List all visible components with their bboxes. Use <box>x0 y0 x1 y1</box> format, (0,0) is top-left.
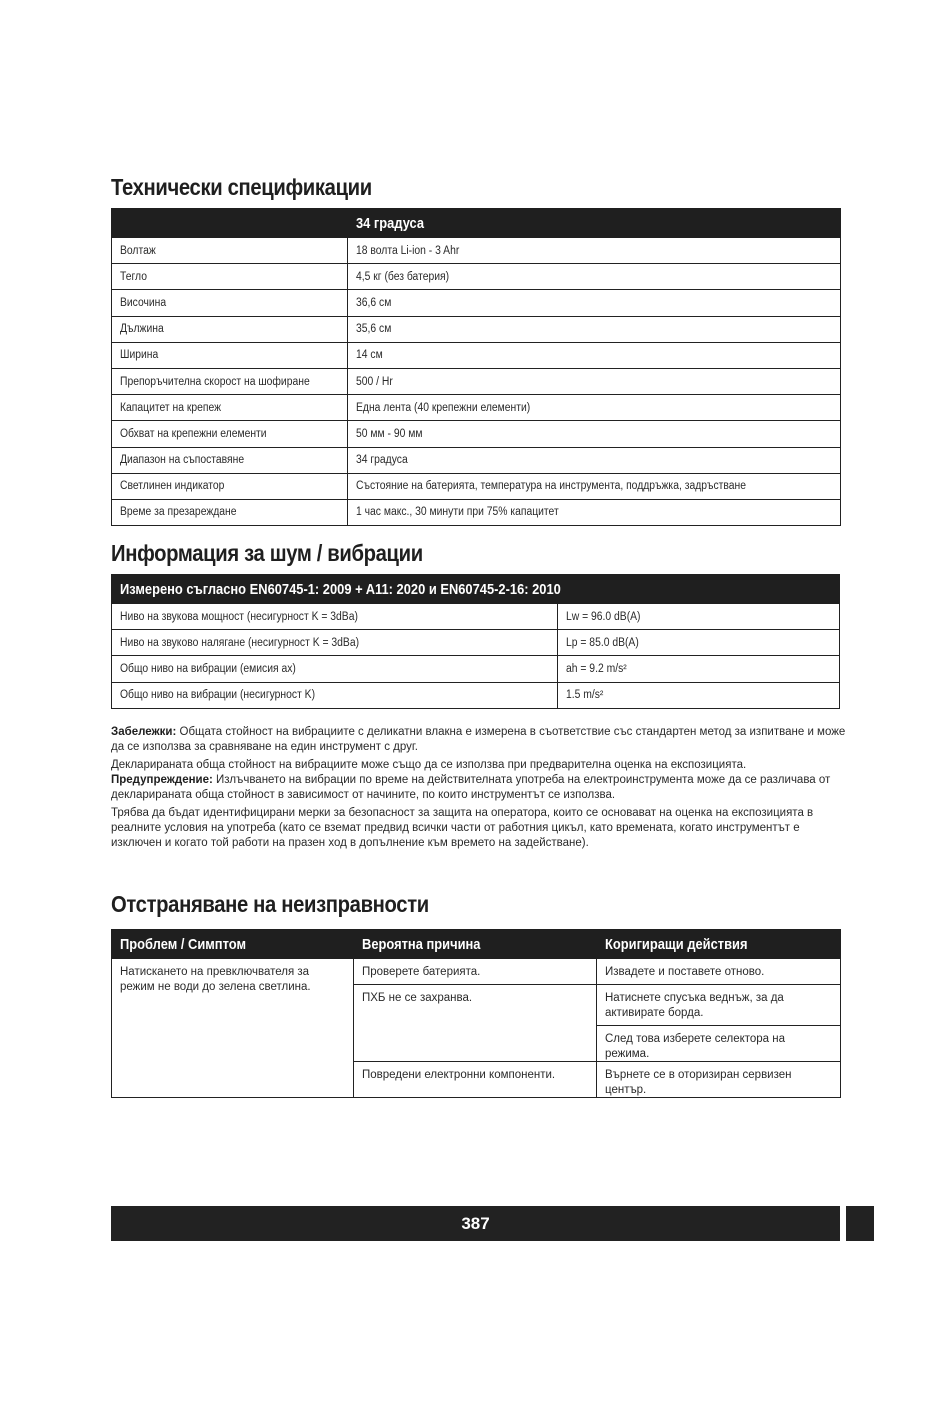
spec-label: Ширина <box>112 342 348 368</box>
spec-label: Диапазон на съпоставяне <box>112 447 348 473</box>
troubleshooting-table <box>111 929 841 1098</box>
table-row <box>112 959 841 985</box>
spec-value: 35,6 см <box>348 316 841 342</box>
note-text: Общата стойност на вибрациите с деликатни влакна е измерена в съответствие със стандартен метод за изпитване и може да се използва за сравняване на един инструмент с друг. <box>111 726 846 753</box>
spec-label: Препоръчителна скорост на шофиране <box>112 368 348 394</box>
action-cell: Върнете се в оторизиран сервизен център. <box>597 1062 841 1098</box>
header-cause: Вероятна причина <box>354 930 597 959</box>
table-row <box>112 421 841 447</box>
table-row <box>112 499 841 525</box>
specs-header-model: 34 градуса <box>348 209 841 238</box>
action-cell: След това изберете селектора на режима. <box>597 1026 841 1062</box>
table-row <box>112 630 840 656</box>
noise-header-row <box>112 575 840 604</box>
spec-label: Височина <box>112 290 348 316</box>
noise-table <box>111 574 840 709</box>
noise-label: Ниво на звуково налягане (несигурност K = 3dBa) <box>112 630 558 656</box>
noise-label: Общо ниво на вибрации (несигурност K) <box>112 682 558 708</box>
noise-value: Lw = 96.0 dB(A) <box>558 604 840 630</box>
table-row <box>112 368 841 394</box>
spec-value: 14 см <box>348 342 841 368</box>
specs-table <box>111 208 841 526</box>
spec-value: Състояние на батерията, температура на инструмента, поддръжка, задръстване <box>348 473 841 499</box>
specs-header-empty <box>112 209 348 238</box>
spec-value: 36,6 см <box>348 290 841 316</box>
problem-cell: Натискането на превключвателя за режим не води до зелена светлина. <box>112 959 354 1098</box>
troubleshooting-header-row <box>112 930 841 959</box>
warning-text: Излъчването на вибрации по време на действителната употреба на електроинструмента може да се различава от декларираната обща стойност в зависимост от начините, по които инструментът се използва. <box>111 774 831 801</box>
notes-block <box>111 725 851 854</box>
table-row <box>112 447 841 473</box>
spec-value: 18 волта Li-ion - 3 Ahr <box>348 238 841 264</box>
spec-value: 1 час макс., 30 минути при 75% капацитет <box>348 499 841 525</box>
spec-label: Капацитет на крепеж <box>112 395 348 421</box>
action-cell: Извадете и поставете отново. <box>597 959 841 985</box>
table-row <box>112 264 841 290</box>
section-title-troubleshooting: Отстраняване на неизправности <box>111 891 429 917</box>
declared-paragraph: Декларираната обща стойност на вибрациите може също да се използва при предварителна оценка на експозицията. <box>111 759 747 771</box>
cause-cell: ПХБ не се захранва. <box>354 985 597 1062</box>
noise-value: 1.5 m/s² <box>558 682 840 708</box>
header-action: Коригиращи действия <box>597 930 841 959</box>
table-row <box>112 395 841 421</box>
table-row <box>112 342 841 368</box>
header-problem: Проблем / Симптом <box>112 930 354 959</box>
spec-label: Волтаж <box>112 238 348 264</box>
page-number: 387 <box>461 1213 490 1233</box>
spec-value: 500 / Hr <box>348 368 841 394</box>
noise-header: Измерено съгласно EN60745-1: 2009 + A11: 2020 и EN60745-2-16: 2010 <box>112 575 840 604</box>
noise-value: Lp = 85.0 dB(A) <box>558 630 840 656</box>
footer-tab-block <box>846 1206 874 1241</box>
spec-label: Светлинен индикатор <box>112 473 348 499</box>
footer-bar <box>111 1206 840 1241</box>
noise-label: Общо ниво на вибрации (емисия ax) <box>112 656 558 682</box>
action-cell: Натиснете спусъка веднъж, за да активирате борда. <box>597 985 841 1026</box>
note-paragraph <box>111 725 851 755</box>
spec-value: Една лента (40 крепежни елементи) <box>348 395 841 421</box>
section-title-noise: Информация за шум / вибрации <box>111 540 423 566</box>
safety-paragraph: Трябва да бъдат идентифицирани мерки за безопасност за защита на оператора, които се основават на оценка на експозицията в реалните условия на употреба (като се вземат предвид всички части от работния цикъл, като времената, когато инструментът е изключен и когато той работи на празен ход в допълнение към времето на задействане). <box>111 807 814 849</box>
table-row <box>112 473 841 499</box>
table-row <box>112 316 841 342</box>
noise-label: Ниво на звукова мощност (несигурност K = 3dBa) <box>112 604 558 630</box>
warning-paragraph <box>111 773 851 803</box>
spec-value: 50 мм - 90 мм <box>348 421 841 447</box>
table-row <box>112 682 840 708</box>
table-row <box>112 656 840 682</box>
table-row <box>112 604 840 630</box>
spec-label: Обхват на крепежни елементи <box>112 421 348 447</box>
spec-value: 34 градуса <box>348 447 841 473</box>
table-row <box>112 290 841 316</box>
warning-label: Предупреждение: <box>111 774 213 786</box>
section-title-specs: Технически спецификации <box>111 174 372 200</box>
table-row <box>112 238 841 264</box>
spec-label: Дължина <box>112 316 348 342</box>
cause-cell: Повредени електронни компоненти. <box>354 1062 597 1098</box>
spec-value: 4,5 кг (без батерия) <box>348 264 841 290</box>
spec-label: Тегло <box>112 264 348 290</box>
noise-value: ah = 9.2 m/s² <box>558 656 840 682</box>
cause-cell: Проверете батерията. <box>354 959 597 985</box>
spec-label: Време за презареждане <box>112 499 348 525</box>
note-label: Забележки: <box>111 726 177 738</box>
specs-header-row <box>112 209 841 238</box>
